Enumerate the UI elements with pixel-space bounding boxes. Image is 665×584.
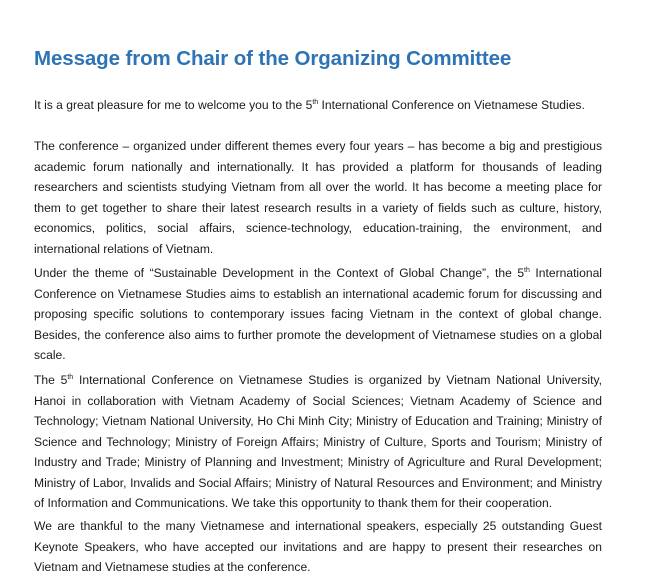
ordinal-suffix: th xyxy=(67,373,74,381)
paragraph-theme-text-a: Under the theme of “Sustainable Development in the Context of Global Change”, the 5 xyxy=(34,266,525,280)
paragraph-welcome-text-a: It is a great pleasure for me to welcome you to the 5 xyxy=(34,98,313,112)
paragraph-organizers-text-b: International Conference on Vietnamese Studies is organized by Vietnam National University, Hanoi in collaboration with Vietnam Academy of Social Sciences; Vietnam Academy of Science and Technology; Vietnam National University, Ho Chi Minh City; Ministry of Education and Training; Ministry of Science and Technology; Ministry of Foreign Affairs; Ministry of Culture, Sports and Tourism; Ministry of Industry and Trade; Ministry of Planning and Investment; Ministry of Agriculture and Rural Development; Ministry of Labor, Invalids and Social Affairs; Ministry of Natural Resources and Environment; and Ministry of Information and Communications. We take this opportunity to thank them for their cooperation. xyxy=(34,373,602,510)
paragraph-theme-text-b: International Conference on Vietnamese Studies aims to establish an international academic forum for discussing and proposing specific solutions to contemporary issues facing Vietnam in the context of global change. Besides, the conference also aims to further promote the development of Vietnamese studies on a global scale. xyxy=(34,266,602,362)
paragraph-organizers-text-a: The 5 xyxy=(34,373,68,387)
paragraph-conference-overview: The conference – organized under different themes every four years – has become a big and prestigious academic forum nationally and internationally. It has provided a platform for thousands of leading researchers and scientists studying Vietnam from all over the world. It has become a meeting place for them to get together to share their latest research results in a variety of fields such as culture, history, economics, politics, social affairs, science-technology, education-training, the environment, and international relations of Vietnam. xyxy=(34,139,602,256)
paragraph-theme xyxy=(34,263,602,366)
paragraph-speakers: We are thankful to the many Vietnamese and international speakers, especially 25 outstanding Guest Keynote Speakers, who have accepted our invitations and are happy to present their researches on Vietnam and Vietnamese studies at the conference. xyxy=(34,519,602,574)
paragraph-welcome-text-b: International Conference on Vietnamese Studies. xyxy=(318,98,585,112)
ordinal-suffix: th xyxy=(524,266,530,274)
paragraph-welcome xyxy=(34,95,602,116)
paragraph-organizers xyxy=(34,370,602,514)
ordinal-suffix: th xyxy=(312,98,319,106)
page-title: Message from Chair of the Organizing Committee xyxy=(34,47,512,70)
